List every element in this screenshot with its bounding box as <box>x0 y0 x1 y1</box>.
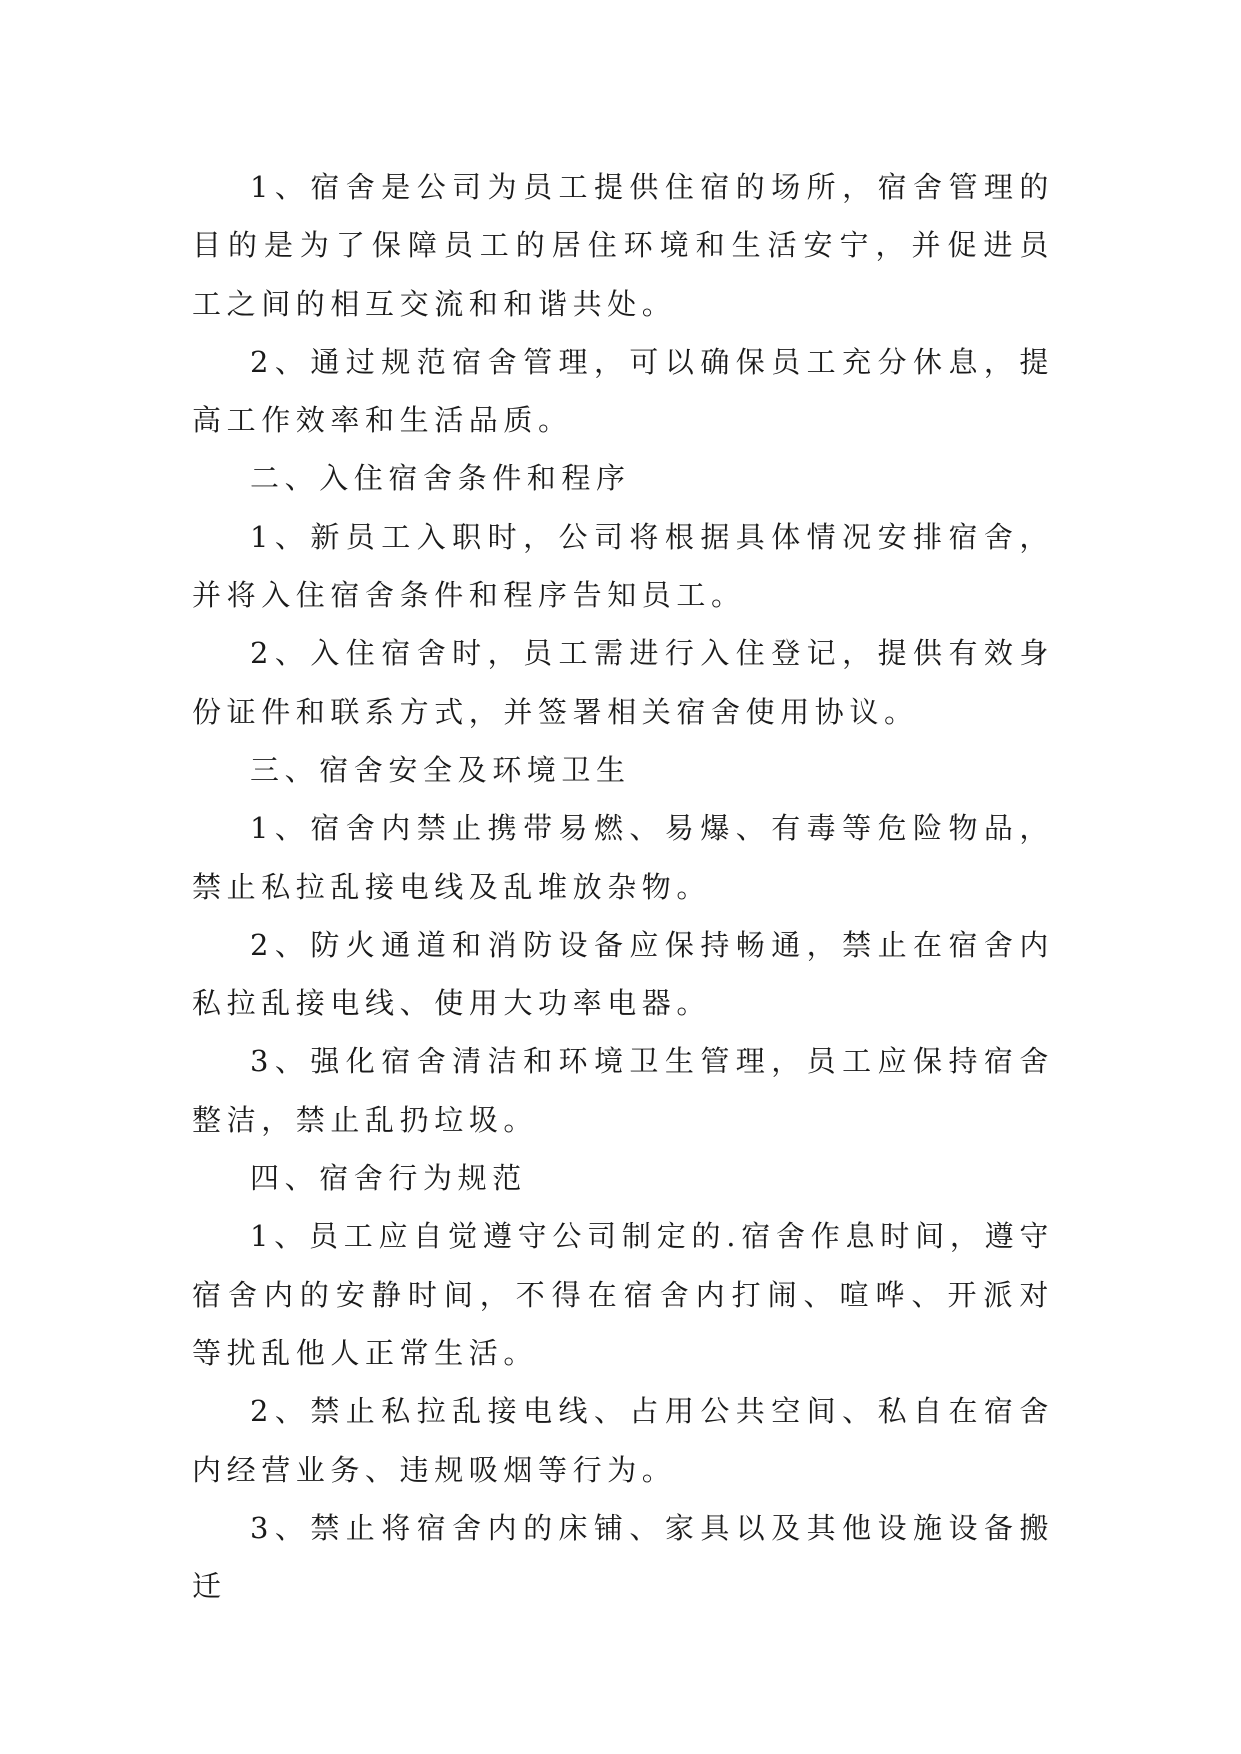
paragraph-checkin-2: 2、入住宿舍时，员工需进行入住登记，提供有效身份证件和联系方式，并签署相关宿舍使用协议。 <box>192 636 1054 729</box>
paragraph-conduct-2: 2、禁止私拉乱接电线、占用公共空间、私自在宿舍内经营业务、违规吸烟等行为。 <box>192 1394 1054 1487</box>
paragraph-safety-2: 2、防火通道和消防设备应保持畅通，禁止在宿舍内私拉乱接电线、使用大功率电器。 <box>192 927 1054 1021</box>
paragraph-purpose-2: 2、通过规范宿舍管理，可以确保员工充分休息，提高工作效率和生活品质。 <box>192 344 1054 438</box>
section-heading-safety: 三、宿舍安全及环境卫生 <box>250 752 631 787</box>
document-body <box>192 158 1054 1615</box>
paragraph-safety-3: 3、强化宿舍清洁和环境卫生管理，员工应保持宿舍整洁，禁止乱扔垃圾。 <box>192 1044 1054 1137</box>
paragraph-checkin-1: 1、新员工入职时，公司将根据具体情况安排宿舍，并将入住宿舍条件和程序告知员工。 <box>192 519 1054 613</box>
paragraph-safety-1: 1、宿舍内禁止携带易燃、易爆、有毒等危险物品，禁止私拉乱接电线及乱堆放杂物。 <box>192 811 1054 904</box>
paragraph-conduct-3: 3、禁止将宿舍内的床铺、家具以及其他设施设备搬迁 <box>192 1510 1054 1604</box>
paragraph-conduct-1: 1、员工应自觉遵守公司制定的.宿舍作息时间，遵守宿舍内的安静时间，不得在宿舍内打闹、喧哗、开派对等扰乱他人正常生活。 <box>192 1219 1054 1370</box>
section-heading-conduct: 四、宿舍行为规范 <box>250 1161 527 1196</box>
paragraph-purpose-1: 1、宿舍是公司为员工提供住宿的场所，宿舍管理的目的是为了保障员工的居住环境和生活安宁，并促进员工之间的相互交流和和谐共处。 <box>192 170 1054 321</box>
section-heading-checkin: 二、入住宿舍条件和程序 <box>250 461 631 496</box>
